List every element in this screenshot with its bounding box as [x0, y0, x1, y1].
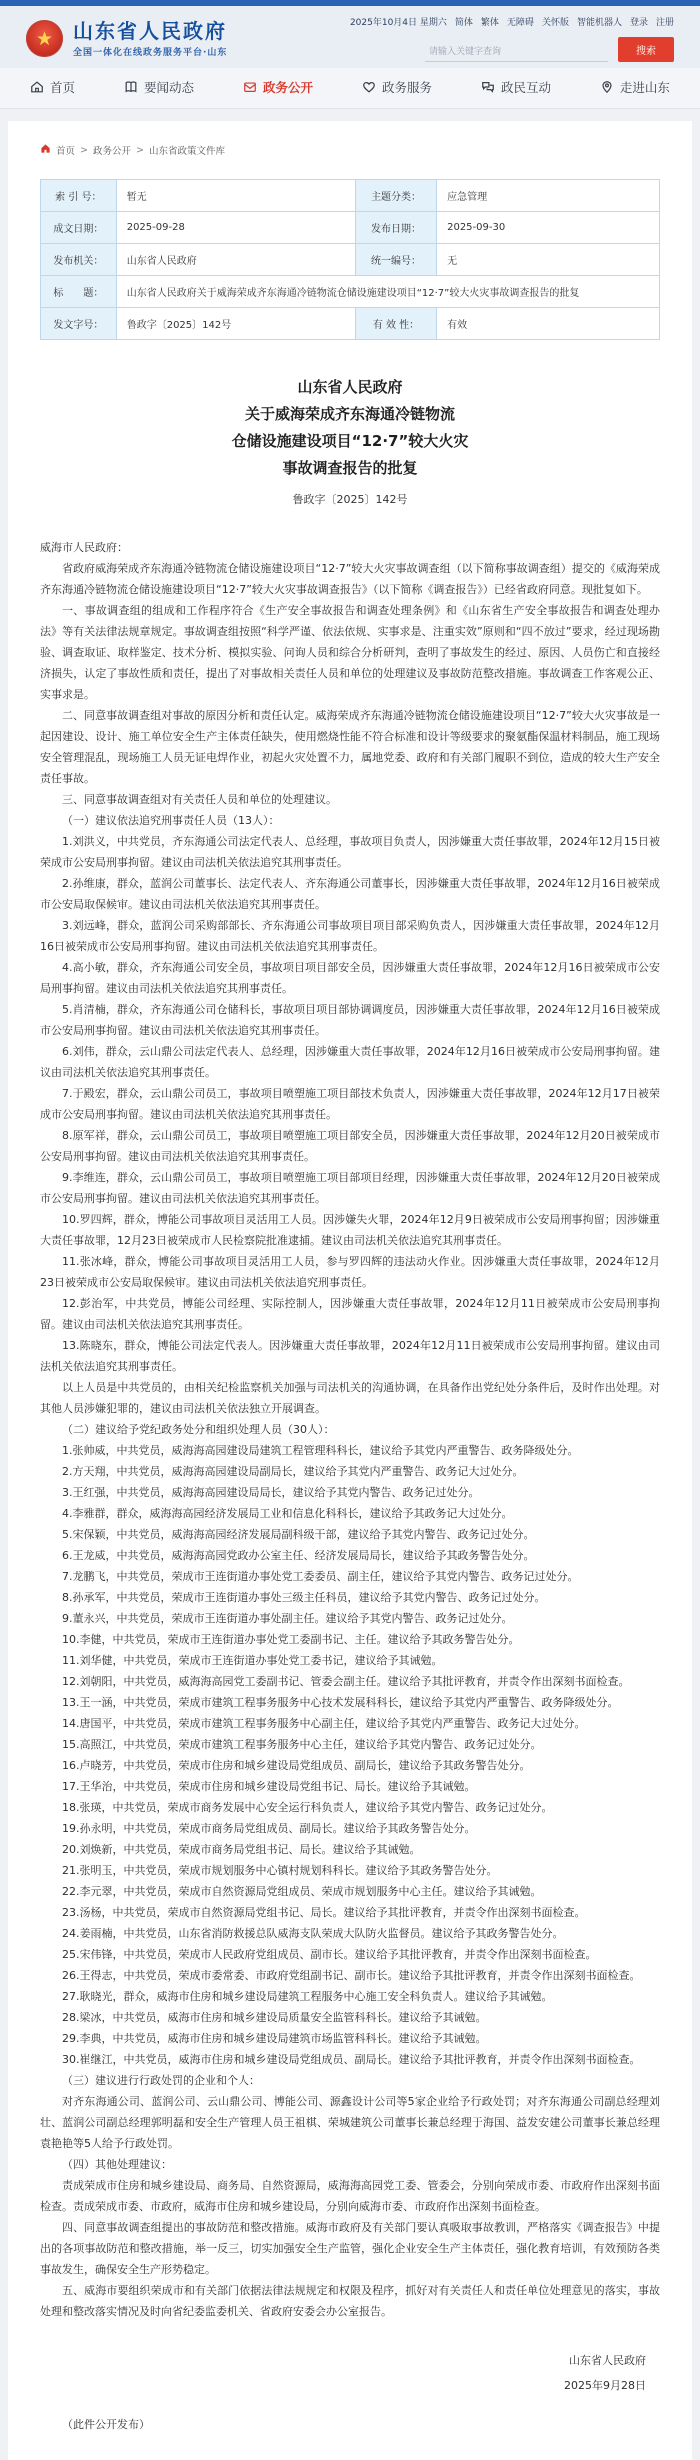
meta-label: 发文字号： [41, 308, 117, 340]
meta-label: 发布日期： [355, 212, 436, 244]
document-number: 鲁政字〔2025〕142号 [292, 493, 408, 506]
breadcrumb-disclosure[interactable]: 政务公开 [92, 146, 131, 157]
search-input[interactable] [425, 43, 608, 62]
meta-label: 标 题： [41, 276, 117, 308]
document-salutation: 威海市人民政府： [40, 541, 128, 554]
document-body-wrap [8, 537, 692, 2435]
breadcrumb: 首页 > 政务公开 > 山东省政策文件库 [40, 143, 660, 157]
document-paragraph: 28.梁冰，中共党员，威海市住房和城乡建设局质量安全监管科科长。建议给予其诫勉。 [62, 2011, 487, 2024]
document-paragraph: 8.原军祥，群众，云山鼎公司员工，事故项目喷塑施工项目部安全员，因涉嫌重大责任事故罪，2024年12月20日被荣成市公安局刑事拘留。建议由司法机关依法追究其刑事责任。 [40, 1129, 660, 1163]
document-paragraph: 四、同意事故调查组提出的事故防范和整改措施。威海市政府及有关部门要认真吸取事故教训，严格落实《调查报告》中提出的各项事故防范和整改措施，举一反三，切实加强安全生产监管，强化企业安全生产主体责任，强化教育培训，有效预防各类事故发生，确保安全生产形势稳定。 [40, 2221, 660, 2276]
table-row [41, 212, 660, 244]
document-paragraph: 4.高小敏，群众，齐东海通公司安全员，事故项目项目部安全员，因涉嫌重大责任事故罪，2024年12月16日被荣成市公安局刑事拘留。建议由司法机关依法追究其刑事责任。 [40, 961, 660, 995]
news-icon [124, 80, 138, 94]
top-link[interactable]: 繁体 [480, 18, 499, 28]
site-subtitle: 全国一体化在线政务服务平台·山东 [73, 47, 228, 58]
map-pin-icon [600, 80, 614, 94]
document-paragraph: 责成荣成市住房和城乡建设局、商务局、自然资源局，威海海高园党工委、管委会，分别向荣成市委、市政府作出深刻书面检查。责成荣成市委、市政府，威海市住房和城乡建设局，分别向威海市委、市政府作出深刻书面检查。 [40, 2179, 660, 2213]
heart-icon [362, 80, 376, 94]
meta-label: 主题分类： [355, 180, 436, 212]
document-paragraph: 6.刘伟，群众，云山鼎公司法定代表人、总经理，因涉嫌重大责任事故罪，2024年12月16日被荣成市公安局刑事拘留。建议由司法机关依法追究其刑事责任。 [40, 1045, 660, 1079]
meta-value: 鲁政字〔2025〕142号 [116, 308, 355, 340]
site-header [0, 6, 700, 68]
site-title: 山东省人民政府 [73, 18, 227, 43]
document-paragraph: 二、同意事故调查组对事故的原因分析和责任认定。威海荣成齐东海通冷链物流仓储设施建设项目“12·7”较大火灾事故是一起因建设、设计、施工单位安全生产主体责任缺失，使用燃烧性能不符合标准和设计等级要求的聚氨酯保温材料制品，施工现场安全管理混乱，现场施工人员无证电焊作业，初起火灾处置不力，属地党委、政府和有关部门履职不到位，造成的较大生产安全责任事故。 [40, 709, 660, 785]
meta-label: 统一编号： [355, 244, 436, 276]
document-paragraph: 3.王红强，中共党员，威海海高园建设局局长，建议给予其党内警告、政务记过处分。 [62, 1486, 480, 1499]
table-row [41, 276, 660, 308]
content-card [8, 121, 692, 2460]
document-paragraph: 20.刘焕新，中共党员，荣成市商务局党组书记、局长。建议给予其诫勉。 [62, 1843, 421, 1856]
document-paragraph: 5.肖清楠，群众，齐东海通公司仓储科长，事故项目项目部协调调度员，因涉嫌重大责任事故罪，2024年12月16日被荣成市公安局刑事拘留。建议由司法机关依法追究其刑事责任。 [40, 1003, 660, 1037]
chat-icon [481, 80, 495, 94]
date-text: 2025年10月4日 星期六 [349, 18, 447, 28]
document-paragraph: （三）建议进行行政处罚的企业和个人： [62, 2074, 260, 2087]
top-link[interactable]: 智能机器人 [576, 18, 622, 28]
nav-item-shandong[interactable]: 走进山东 [600, 78, 670, 96]
nav-item-news[interactable]: 要闻动态 [124, 78, 194, 96]
document-paragraph: 三、同意事故调查组对有关责任人员和单位的处理建议。 [62, 793, 337, 806]
national-emblem-logo: ★ [26, 20, 63, 57]
top-link[interactable]: 简体 [454, 18, 473, 28]
document-paragraph: 3.刘远峰，群众，蓝润公司采购部部长、齐东海通公司事故项目项目部采购负责人，因涉嫌重大责任事故罪，2024年12月16日被荣成市公安局刑事拘留。建议由司法机关依法追究其刑事责任。 [40, 919, 660, 953]
document-meta-table [40, 179, 660, 340]
document-paragraph: 五、威海市要组织荣成市和有关部门依据法律法规规定和权限及程序，抓好对有关责任人和责任单位处理意见的落实，事故处理和整改落实情况及时向省纪委监委机关、省政府安委会办公室报告。 [40, 2284, 660, 2318]
table-row [41, 180, 660, 212]
main-nav [0, 68, 700, 109]
meta-value: 山东省人民政府 [116, 244, 355, 276]
document-paragraph: 23.汤杨，中共党员，荣成市自然资源局党组书记、局长。建议给予其批评教育，并责令作出深刻书面检查。 [62, 1906, 586, 1919]
document-paragraph: 21.张明玉，中共党员，荣成市规划服务中心镇村规划科科长。建议给予其政务警告处分。 [62, 1864, 498, 1877]
document-paragraph: 以上人员是中共党员的，由相关纪检监察机关加强与司法机关的沟通协调，在具备作出党纪处分条件后，及时作出处理。对其他人员涉嫌犯罪的，建议由司法机关依法独立开展调查。 [40, 1381, 660, 1415]
top-links-list [455, 15, 674, 28]
signature-block [40, 2348, 660, 2398]
document-title: 山东省人民政府 关于威海荣成齐东海通冷链物流 仓储设施建设项目“12·7”较大火灾 事故调查报告的批复 鲁政字〔2025〕142号 [48, 374, 652, 507]
document-paragraph: 对齐东海通公司、蓝润公司、云山鼎公司、博能公司、源鑫设计公司等5家企业给予行政处罚；对齐东海通公司副总经理刘壮、蓝润公司副总经理郭明磊和安全生产管理人员王祖棋、荣城建筑公司董事长兼总经理于海国、益发安建公司董事长兼总经理袁艳艳等5人给予行政处罚。 [40, 2095, 660, 2150]
document-paragraph: 25.宋伟锋，中共党员，荣成市人民政府党组成员、副市长。建议给予其批评教育，并责令作出深刻书面检查。 [62, 1948, 597, 1961]
document-paragraph: （四）其他处理建议： [62, 2158, 172, 2171]
nav-item-home[interactable]: 首页 [30, 78, 75, 96]
top-link[interactable]: 关怀版 [541, 18, 569, 28]
document-paragraph: 9.董永兴，中共党员，荣成市王连街道办事处副主任。建议给予其党内警告、政务记过处分。 [62, 1612, 513, 1625]
document-paragraph: 4.李雅群，群众，威海海高园经济发展局工业和信息化科科长，建议给予其政务记大过处分。 [62, 1507, 513, 1520]
document-paragraph: 18.张瑛，中共党员，荣成市商务发展中心安全运行科负责人，建议给予其党内警告、政务记过处分。 [62, 1801, 553, 1814]
top-link[interactable]: 无障碍 [506, 18, 534, 28]
document-paragraph: 29.李典，中共党员，威海市住房和城乡建设局建筑市场监管科科长。建议给予其诫勉。 [62, 2032, 487, 2045]
document-paragraph: 1.刘洪义，中共党员，齐东海通公司法定代表人、总经理，事故项目负责人，因涉嫌重大责任事故罪，2024年12月15日被荣成市公安局刑事拘留。建议由司法机关依法追究其刑事责任。 [40, 835, 660, 869]
table-row [41, 308, 660, 340]
envelope-icon [243, 80, 257, 94]
meta-value: 应急管理 [437, 180, 660, 212]
top-links-row [350, 15, 674, 28]
public-release-note: （此件公开发布） [62, 2418, 150, 2431]
table-row [41, 244, 660, 276]
meta-value: 2025-09-30 [437, 212, 660, 244]
document-paragraph: 省政府威海荣成齐东海通冷链物流仓储设施建设项目“12·7”较大火灾事故调查组（以下简称事故调查组）提交的《威海荣成齐东海通冷链物流仓储设施建设项目“12·7”较大火灾事故调查报告》（以下简称《调查报告》）已经省政府同意。现批复如下。 [40, 562, 660, 596]
meta-value: 暂无 [116, 180, 355, 212]
meta-value: 无 [437, 244, 660, 276]
document-paragraph: 15.高照江，中共党员，荣成市建筑工程事务服务中心主任，建议给予其党内警告、政务记过处分。 [62, 1738, 542, 1751]
top-link[interactable]: 注册 [655, 18, 674, 28]
top-link[interactable]: 登录 [629, 18, 648, 28]
document-paragraph: （一）建议依法追究刑事责任人员（13人）： [62, 814, 280, 827]
meta-value-title: 山东省人民政府关于威海荣成齐东海通冷链物流仓储设施建设项目“12·7”较大火灾事故调查报告的批复 [116, 276, 659, 308]
nav-item-disclosure[interactable]: 政务公开 [243, 78, 313, 96]
document-paragraph: 5.宋保颖，中共党员，威海海高园经济发展局副科级干部，建议给予其党内警告、政务记过处分。 [62, 1528, 535, 1541]
search-button[interactable]: 搜索 [618, 37, 674, 62]
validity-status: 有效 [437, 308, 660, 340]
nav-item-interaction[interactable]: 政民互动 [481, 78, 551, 96]
meta-label: 有 效 性： [355, 308, 436, 340]
home-icon [30, 80, 44, 94]
nav-item-services[interactable]: 政务服务 [362, 78, 432, 96]
document-paragraph: 19.孙永明，中共党员，荣成市商务局党组成员、副局长。建议给予其政务警告处分。 [62, 1822, 476, 1835]
document-paragraph: 8.孙承军，中共党员，荣成市王连街道办事处三级主任科员，建议给予其党内警告、政务记过处分。 [62, 1591, 546, 1604]
document-paragraph: 一、事故调查组的组成和工作程序符合《生产安全事故报告和调查处理条例》和《山东省生产安全事故报告和调查处理办法》等有关法律法规章规定。事故调查组按照“科学严谨、依法依规、实事求是、注重实效”原则和“四不放过”要求，经过现场勘验、调查取证、取样鉴定、技术分析、模拟实验、问询人员和综合分析研判，查明了事故发生的经过、原因、人员伤亡和直接经济损失，认定了事故性质和责任，提出了对事故相关责任人员和单位的处理建议及事故防范整改措施。事故调查工作客观公正、实事求是。 [40, 604, 660, 701]
document-paragraph: 13.王一涵，中共党员，荣成市建筑工程事务服务中心技术发展科科长，建议给予其党内严重警告、政务降级处分。 [62, 1696, 619, 1709]
document-paragraph: 30.崔继江，中共党员，威海市住房和城乡建设局党组成员、副局长。建议给予其批评教育，并责令作出深刻书面检查。 [62, 2053, 641, 2066]
meta-label: 索 引 号： [41, 180, 117, 212]
document-paragraph: 24.姜雨楠，中共党员，山东省消防救援总队威海支队荣成大队防火监督员。建议给予其政务警告处分。 [62, 1927, 564, 1940]
signature-date: 2025年9月28日 [564, 2379, 646, 2392]
meta-label: 成文日期： [41, 212, 117, 244]
document-paragraph: 22.李元翠，中共党员，荣成市自然资源局党组成员、荣成市规划服务中心主任。建议给予其诫勉。 [62, 1885, 542, 1898]
document-paragraph: 12.刘朝阳，中共党员，威海海高园党工委副书记、管委会副主任。建议给予其批评教育，并责令作出深刻书面检查。 [62, 1675, 630, 1688]
document-paragraph: 12.彭治军，中共党员，博能公司经理、实际控制人，因涉嫌重大责任事故罪，2024年12月11日被荣成市公安局刑事拘留。建议由司法机关依法追究其刑事责任。 [40, 1297, 660, 1331]
document-paragraph: 10.李健，中共党员，荣成市王连街道办事处党工委副书记、主任。建议给予其政务警告处分。 [62, 1633, 520, 1646]
document-paragraph: 6.王龙威，中共党员，威海海高园党政办公室主任、经济发展局局长，建议给予其政务警告处分。 [62, 1549, 535, 1562]
breadcrumb-current: 山东省政策文件库 [148, 146, 225, 157]
document-paragraph: 7.于殿宏，群众，云山鼎公司员工，事故项目喷塑施工项目部技术负责人，因涉嫌重大责任事故罪，2024年12月17日被荣成市公安局刑事拘留。建议由司法机关依法追究其刑事责任。 [40, 1087, 660, 1121]
document-paragraph: 10.罗四辉，群众，博能公司事故项目灵活用工人员。因涉嫌失火罪，2024年12月9日被荣成市公安局刑事拘留；因涉嫌重大责任事故罪，12月23日被荣成市人民检察院批准逮捕。建议由司法机关依法追究其刑事责任。 [40, 1213, 660, 1247]
document-paragraph: 16.卢晓芳，中共党员，荣成市住房和城乡建设局党组成员、副局长，建议给予其政务警告处分。 [62, 1759, 531, 1772]
document-paragraph: 27.耿晓光，群众，威海市住房和城乡建设局建筑工程服务中心施工安全科负责人。建议给予其诫勉。 [62, 1990, 553, 2003]
document-paragraph: 2.方天翔，中共党员，威海海高园建设局副局长，建议给予其党内严重警告、政务记大过处分。 [62, 1465, 524, 1478]
page-background [0, 109, 700, 2460]
document-paragraph: 2.孙维康，群众，蓝润公司董事长、法定代表人、齐东海通公司董事长，因涉嫌重大责任事故罪，2024年12月16日被荣成市公安局取保候审。建议由司法机关依法追究其刑事责任。 [40, 877, 660, 911]
document-paragraph: （二）建议给予党纪政务处分和组织处理人员（30人）： [62, 1423, 335, 1436]
breadcrumb-home[interactable]: 首页 [56, 146, 76, 157]
meta-value: 2025-09-28 [116, 212, 355, 244]
document-paragraph: 11.刘华健，中共党员，荣成市王连街道办事处党工委书记，建议给予其诫勉。 [62, 1654, 443, 1667]
document-body [40, 558, 660, 2322]
document-paragraph: 26.王得志，中共党员，荣成市委常委、市政府党组副书记、副市长。建议给予其批评教育，并责令作出深刻书面检查。 [62, 1969, 641, 1982]
breadcrumb-home-icon [40, 143, 51, 157]
signature-org: 山东省人民政府 [569, 2354, 646, 2367]
document-paragraph: 9.李维连，群众，云山鼎公司员工，事故项目喷塑施工项目部项目经理，因涉嫌重大责任事故罪，2024年12月20日被荣成市公安局刑事拘留。建议由司法机关依法追究其刑事责任。 [40, 1171, 660, 1205]
document-paragraph: 11.张冰峰，群众，博能公司事故项目灵活用工人员，参与罗四辉的违法动火作业。因涉嫌重大责任事故罪，2024年12月23日被荣成市公安局取保候审。建议由司法机关依法追究刑事责任。 [40, 1255, 660, 1289]
document-paragraph: 7.龙鹏飞，中共党员，荣成市王连街道办事处党工委委员、副主任，建议给予其党内警告、政务记过处分。 [62, 1570, 579, 1583]
document-paragraph: 17.王华治，中共党员，荣成市住房和城乡建设局党组书记、局长。建议给予其诫勉。 [62, 1780, 476, 1793]
document-paragraph: 14.唐国平，中共党员，荣成市建筑工程事务服务中心副主任，建议给予其党内严重警告、政务记大过处分。 [62, 1717, 586, 1730]
document-paragraph: 1.张帅威，中共党员，威海海高园建设局建筑工程管理科科长，建议给予其党内严重警告、政务降级处分。 [62, 1444, 579, 1457]
meta-label: 发布机关： [41, 244, 117, 276]
document-paragraph: 13.陈晓东，群众，博能公司法定代表人。因涉嫌重大责任事故罪，2024年12月11日被荣成市公安局刑事拘留。建议由司法机关依法追究其刑事责任。 [40, 1339, 660, 1373]
